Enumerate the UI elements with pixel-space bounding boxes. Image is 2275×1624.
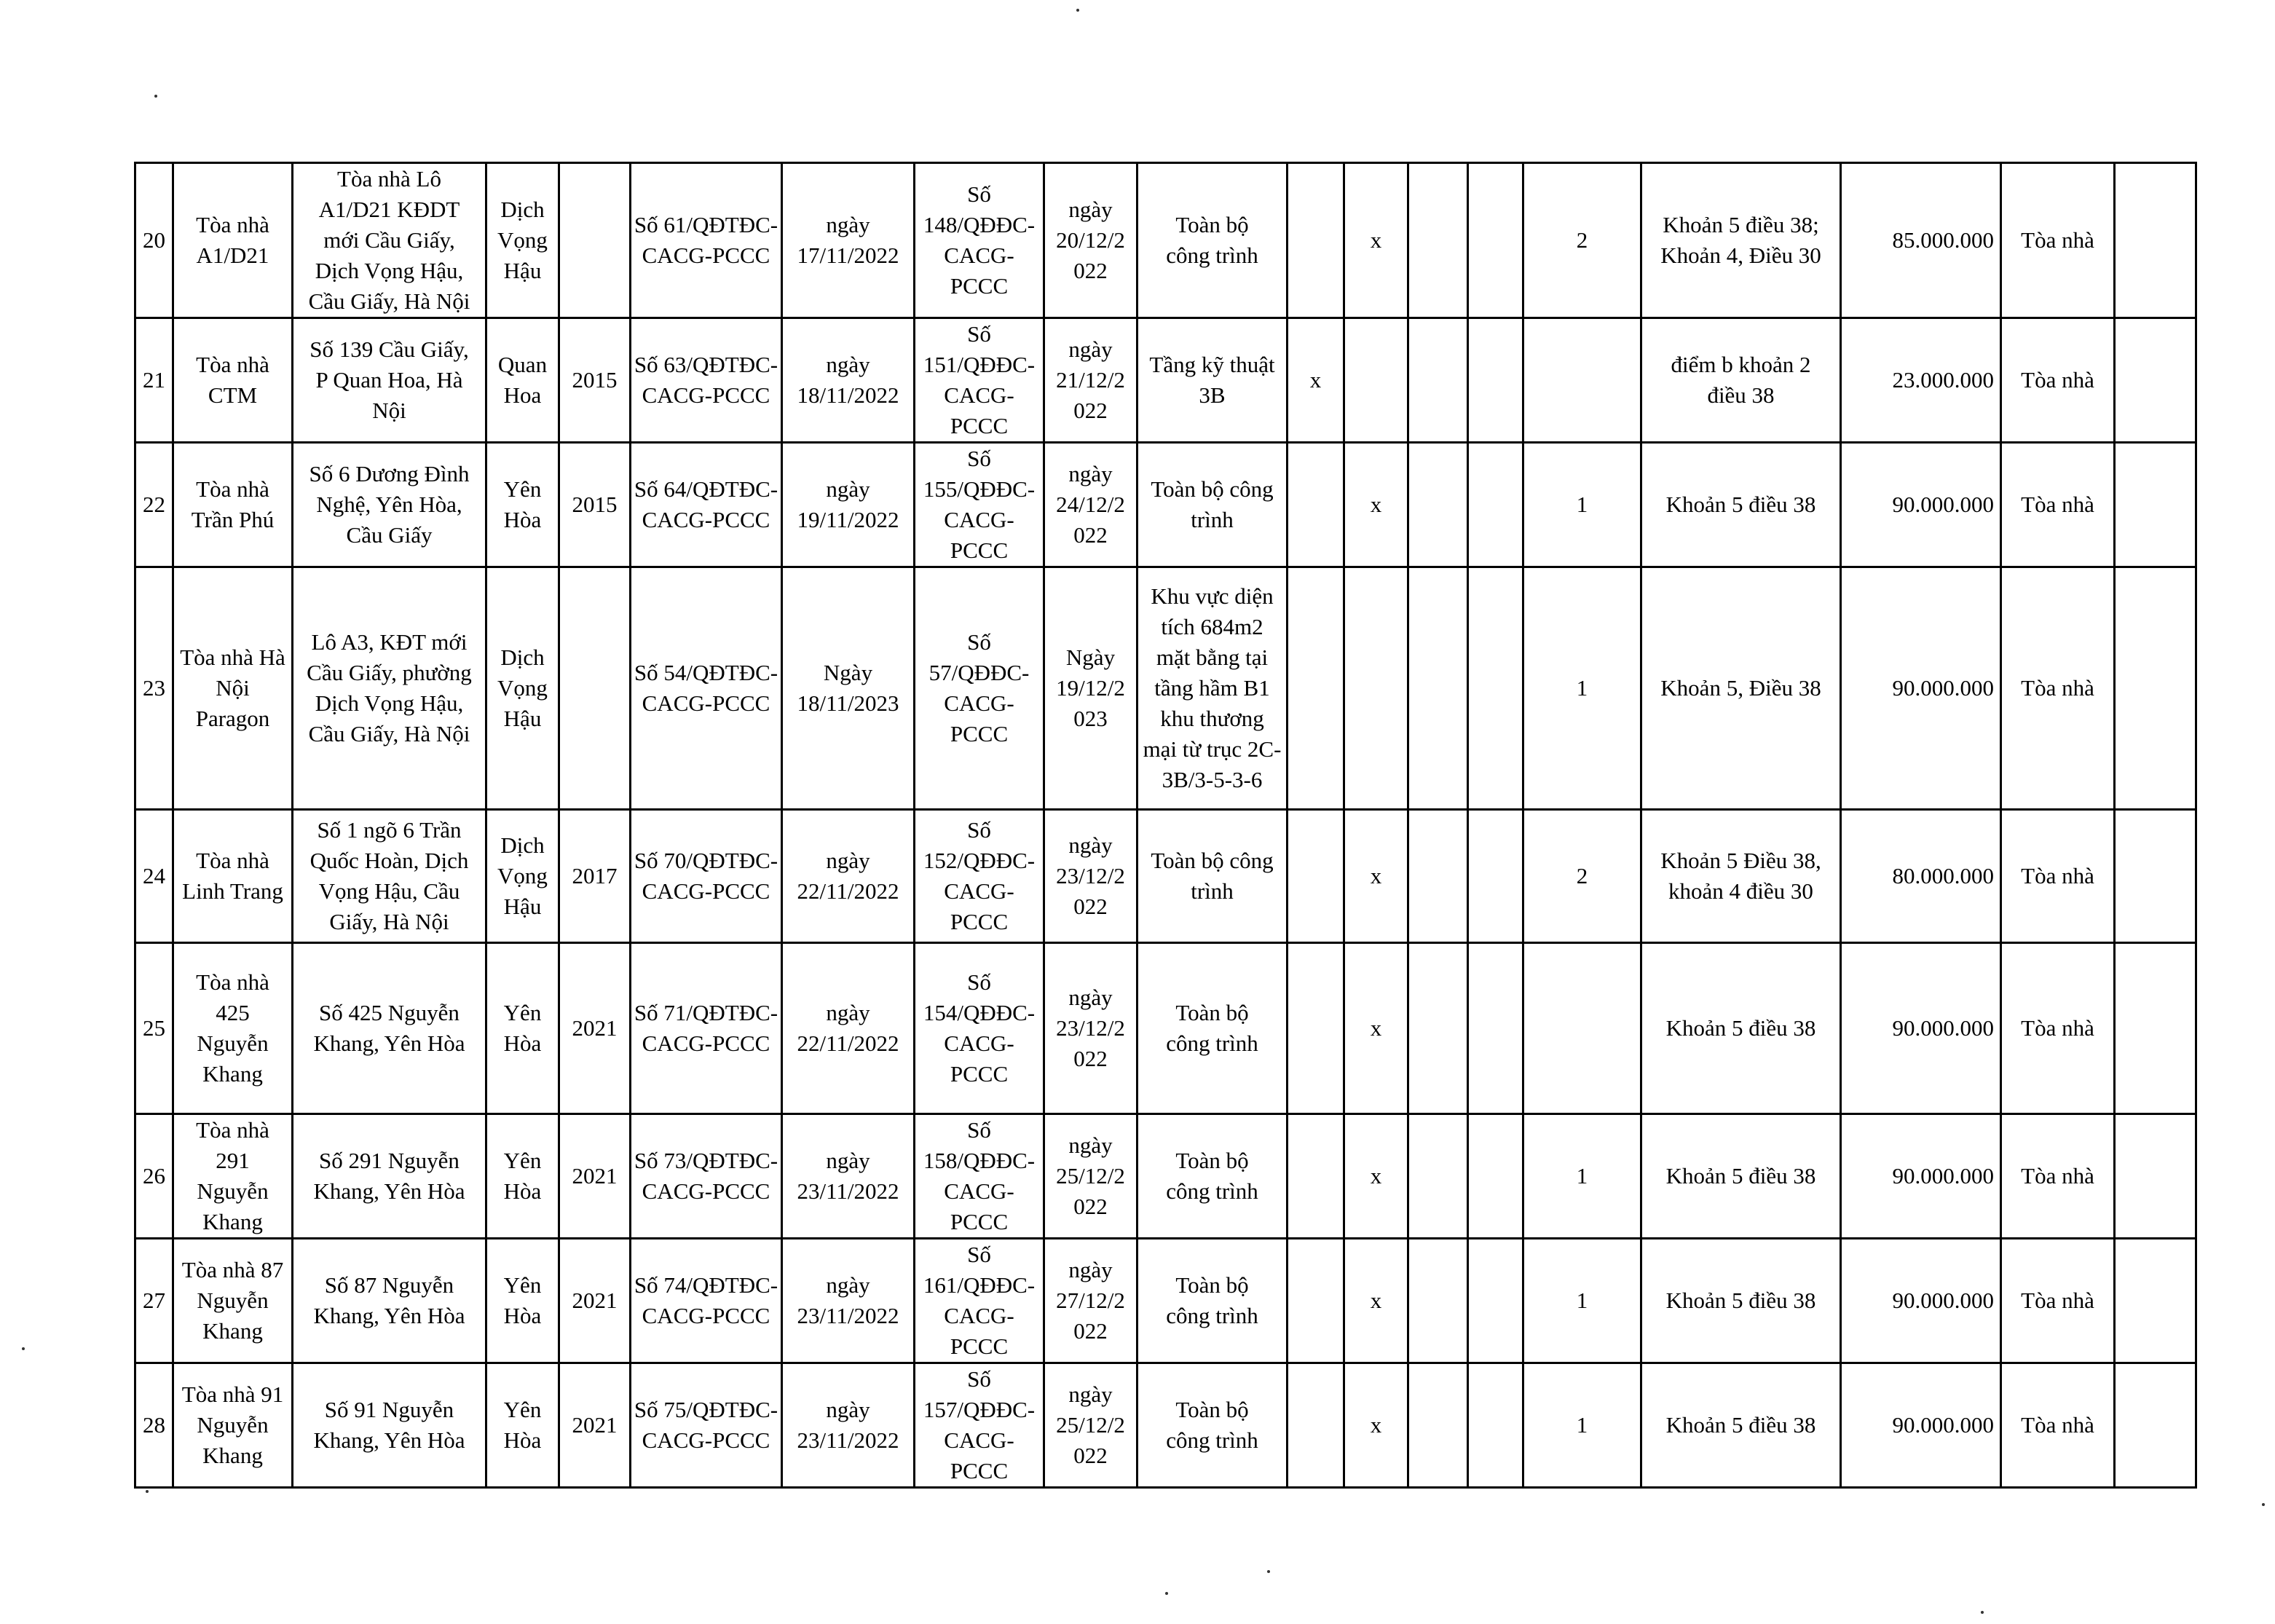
building-name: Tòa nhà 91 Nguyễn Khang — [173, 1363, 293, 1488]
suspension-scope: Khu vực diện tích 684m2 mặt bằng tại tầng hầm B1 khu thương mại từ trục 2C- 3B/3-5-3-6 — [1138, 567, 1288, 810]
mark-col-4 — [1468, 443, 1523, 567]
legal-clause: Khoản 5 điều 38 — [1641, 1239, 1841, 1363]
fine-amount: 85.000.000 — [1841, 163, 2001, 318]
ward: Yên Hòa — [486, 1363, 559, 1488]
building-name: Tòa nhà 425 Nguyễn Khang — [173, 943, 293, 1114]
object-type: Tòa nhà — [2001, 1239, 2115, 1363]
adjustment-date: ngày 23/12/2 022 — [1044, 810, 1138, 943]
fine-amount: 90.000.000 — [1841, 943, 2001, 1114]
row-number: 22 — [135, 443, 173, 567]
ward: Yên Hòa — [486, 943, 559, 1114]
mark-col-2: x — [1344, 1363, 1408, 1488]
year: 2021 — [559, 1239, 631, 1363]
decision-number: Số 54/QĐTĐC- CACG-PCCC — [631, 567, 782, 810]
row-number: 25 — [135, 943, 173, 1114]
ward: Yên Hòa — [486, 1239, 559, 1363]
fine-amount: 90.000.000 — [1841, 1363, 2001, 1488]
address: Số 139 Cầu Giấy, P Quan Hoa, Hà Nội — [293, 318, 486, 443]
decision-number: Số 61/QĐTĐC- CACG-PCCC — [631, 163, 782, 318]
year — [559, 567, 631, 810]
adjustment-number: Số 148/QĐĐC- CACG- PCCC — [915, 163, 1044, 318]
suspension-scope: Toàn bộ công trình — [1138, 1363, 1288, 1488]
table-row — [135, 443, 2196, 567]
mark-col-1 — [1288, 567, 1344, 810]
violations-table — [134, 162, 2197, 1489]
row-number: 24 — [135, 810, 173, 943]
mark-col-4 — [1468, 1114, 1523, 1239]
decision-date: Ngày 18/11/2023 — [782, 567, 915, 810]
adjustment-date: Ngày 19/12/2 023 — [1044, 567, 1138, 810]
decision-date: ngày 22/11/2022 — [782, 943, 915, 1114]
mark-col-2: x — [1344, 163, 1408, 318]
decision-date: ngày 19/11/2022 — [782, 443, 915, 567]
suspension-scope: Toàn bộ công trình — [1138, 1114, 1288, 1239]
fine-amount: 90.000.000 — [1841, 567, 2001, 810]
decision-number: Số 73/QĐTĐC- CACG-PCCC — [631, 1114, 782, 1239]
mark-col-2: x — [1344, 943, 1408, 1114]
violation-count: 1 — [1523, 443, 1641, 567]
legal-clause: Khoản 5 điều 38 — [1641, 443, 1841, 567]
adjustment-number: Số 161/QĐĐC- CACG- PCCC — [915, 1239, 1044, 1363]
note — [2115, 1114, 2196, 1239]
decision-number: Số 75/QĐTĐC- CACG-PCCC — [631, 1363, 782, 1488]
decision-date: ngày 23/11/2022 — [782, 1239, 915, 1363]
address: Số 87 Nguyễn Khang, Yên Hòa — [293, 1239, 486, 1363]
row-number: 26 — [135, 1114, 173, 1239]
address: Số 425 Nguyễn Khang, Yên Hòa — [293, 943, 486, 1114]
decision-date: ngày 17/11/2022 — [782, 163, 915, 318]
table-row — [135, 567, 2196, 810]
object-type: Tòa nhà — [2001, 1114, 2115, 1239]
object-type: Tòa nhà — [2001, 1363, 2115, 1488]
fine-amount: 90.000.000 — [1841, 1114, 2001, 1239]
violation-count: 1 — [1523, 1114, 1641, 1239]
table-row — [135, 810, 2196, 943]
violation-count: 2 — [1523, 810, 1641, 943]
adjustment-number: Số 158/QĐĐC- CACG- PCCC — [915, 1114, 1044, 1239]
suspension-scope: Toàn bộ công trình — [1138, 163, 1288, 318]
object-type: Tòa nhà — [2001, 567, 2115, 810]
scan-speck — [1076, 9, 1079, 12]
decision-number: Số 71/QĐTĐC- CACG-PCCC — [631, 943, 782, 1114]
note — [2115, 163, 2196, 318]
fine-amount: 23.000.000 — [1841, 318, 2001, 443]
mark-col-1 — [1288, 443, 1344, 567]
mark-col-4 — [1468, 943, 1523, 1114]
scan-speck — [1981, 1611, 1984, 1614]
violation-count: 1 — [1523, 1363, 1641, 1488]
fine-amount: 90.000.000 — [1841, 443, 2001, 567]
note — [2115, 1239, 2196, 1363]
scan-speck — [2262, 1503, 2265, 1506]
ward: Yên Hòa — [486, 443, 559, 567]
mark-col-4 — [1468, 1239, 1523, 1363]
object-type: Tòa nhà — [2001, 318, 2115, 443]
mark-col-1 — [1288, 163, 1344, 318]
year: 2021 — [559, 1114, 631, 1239]
note — [2115, 810, 2196, 943]
adjustment-date: ngày 25/12/2 022 — [1044, 1363, 1138, 1488]
mark-col-1 — [1288, 1114, 1344, 1239]
ward: Yên Hòa — [486, 1114, 559, 1239]
row-number: 20 — [135, 163, 173, 318]
suspension-scope: Toàn bộ công trình — [1138, 810, 1288, 943]
object-type: Tòa nhà — [2001, 810, 2115, 943]
mark-col-3 — [1408, 163, 1468, 318]
address: Số 6 Dương Đình Nghệ, Yên Hòa, Cầu Giấy — [293, 443, 486, 567]
building-name: Tòa nhà Hà Nội Paragon — [173, 567, 293, 810]
object-type: Tòa nhà — [2001, 163, 2115, 318]
ward: Quan Hoa — [486, 318, 559, 443]
building-name: Tòa nhà A1/D21 — [173, 163, 293, 318]
note — [2115, 443, 2196, 567]
object-type: Tòa nhà — [2001, 443, 2115, 567]
address: Tòa nhà Lô A1/D21 KĐDT mới Cầu Giấy, Dịch Vọng Hậu, Cầu Giấy, Hà Nội — [293, 163, 486, 318]
year: 2015 — [559, 318, 631, 443]
note — [2115, 567, 2196, 810]
ward: Dịch Vọng Hậu — [486, 163, 559, 318]
address: Số 1 ngõ 6 Trần Quốc Hoàn, Dịch Vọng Hậu, Cầu Giấy, Hà Nội — [293, 810, 486, 943]
adjustment-date: ngày 27/12/2 022 — [1044, 1239, 1138, 1363]
mark-col-1 — [1288, 1363, 1344, 1488]
decision-date: ngày 22/11/2022 — [782, 810, 915, 943]
note — [2115, 318, 2196, 443]
mark-col-4 — [1468, 810, 1523, 943]
adjustment-number: Số 157/QĐĐC- CACG- PCCC — [915, 1363, 1044, 1488]
table-row — [135, 318, 2196, 443]
mark-col-4 — [1468, 163, 1523, 318]
object-type: Tòa nhà — [2001, 943, 2115, 1114]
row-number: 23 — [135, 567, 173, 810]
mark-col-2: x — [1344, 810, 1408, 943]
legal-clause: Khoản 5 điều 38 — [1641, 1114, 1841, 1239]
fine-amount: 90.000.000 — [1841, 1239, 2001, 1363]
violation-count — [1523, 943, 1641, 1114]
violation-count — [1523, 318, 1641, 443]
adjustment-number: Số 155/QĐĐC- CACG- PCCC — [915, 443, 1044, 567]
adjustment-number: Số 152/QĐĐC- CACG- PCCC — [915, 810, 1044, 943]
mark-col-1 — [1288, 1239, 1344, 1363]
year: 2021 — [559, 943, 631, 1114]
scan-speck — [1267, 1570, 1270, 1573]
ward: Dịch Vọng Hậu — [486, 810, 559, 943]
mark-col-2: x — [1344, 1239, 1408, 1363]
scan-speck — [22, 1347, 25, 1350]
mark-col-2 — [1344, 567, 1408, 810]
ward: Dịch Vọng Hậu — [486, 567, 559, 810]
suspension-scope: Toàn bộ công trình — [1138, 443, 1288, 567]
legal-clause: Khoản 5 điều 38 — [1641, 943, 1841, 1114]
decision-date: ngày 23/11/2022 — [782, 1114, 915, 1239]
table-row — [135, 1363, 2196, 1488]
mark-col-3 — [1408, 943, 1468, 1114]
violation-count: 1 — [1523, 1239, 1641, 1363]
mark-col-3 — [1408, 1114, 1468, 1239]
building-name: Tòa nhà 87 Nguyễn Khang — [173, 1239, 293, 1363]
fine-amount: 80.000.000 — [1841, 810, 2001, 943]
legal-clause: Khoản 5, Điều 38 — [1641, 567, 1841, 810]
adjustment-number: Số 57/QĐĐC- CACG- PCCC — [915, 567, 1044, 810]
table-row — [135, 1239, 2196, 1363]
mark-col-4 — [1468, 567, 1523, 810]
legal-clause: Khoản 5 Điều 38, khoản 4 điều 30 — [1641, 810, 1841, 943]
adjustment-date: ngày 24/12/2 022 — [1044, 443, 1138, 567]
adjustment-date: ngày 25/12/2 022 — [1044, 1114, 1138, 1239]
year: 2017 — [559, 810, 631, 943]
decision-date: ngày 23/11/2022 — [782, 1363, 915, 1488]
legal-clause: Khoản 5 điều 38 — [1641, 1363, 1841, 1488]
row-number: 21 — [135, 318, 173, 443]
scan-speck — [154, 95, 157, 98]
decision-number: Số 63/QĐTĐC- CACG-PCCC — [631, 318, 782, 443]
table-row — [135, 943, 2196, 1114]
violation-count: 1 — [1523, 567, 1641, 810]
adjustment-number: Số 151/QĐĐC- CACG- PCCC — [915, 318, 1044, 443]
year: 2021 — [559, 1363, 631, 1488]
decision-number: Số 64/QĐTĐC- CACG-PCCC — [631, 443, 782, 567]
adjustment-date: ngày 20/12/2 022 — [1044, 163, 1138, 318]
adjustment-date: ngày 23/12/2 022 — [1044, 943, 1138, 1114]
row-number: 28 — [135, 1363, 173, 1488]
building-name: Tòa nhà Trần Phú — [173, 443, 293, 567]
year — [559, 163, 631, 318]
adjustment-date: ngày 21/12/2 022 — [1044, 318, 1138, 443]
suspension-scope: Tầng kỹ thuật 3B — [1138, 318, 1288, 443]
building-name: Tòa nhà 291 Nguyễn Khang — [173, 1114, 293, 1239]
mark-col-1 — [1288, 810, 1344, 943]
adjustment-number: Số 154/QĐĐC- CACG- PCCC — [915, 943, 1044, 1114]
decision-date: ngày 18/11/2022 — [782, 318, 915, 443]
decision-number: Số 74/QĐTĐC- CACG-PCCC — [631, 1239, 782, 1363]
table-row — [135, 1114, 2196, 1239]
suspension-scope: Toàn bộ công trình — [1138, 943, 1288, 1114]
mark-col-3 — [1408, 318, 1468, 443]
mark-col-3 — [1408, 1363, 1468, 1488]
scan-speck — [146, 1490, 149, 1493]
address: Số 291 Nguyễn Khang, Yên Hòa — [293, 1114, 486, 1239]
mark-col-3 — [1408, 567, 1468, 810]
building-name: Tòa nhà Linh Trang — [173, 810, 293, 943]
mark-col-2 — [1344, 318, 1408, 443]
year: 2015 — [559, 443, 631, 567]
violation-count: 2 — [1523, 163, 1641, 318]
address: Lô A3, KĐT mới Cầu Giấy, phường Dịch Vọng Hậu, Cầu Giấy, Hà Nội — [293, 567, 486, 810]
legal-clause: điểm b khoản 2 điều 38 — [1641, 318, 1841, 443]
row-number: 27 — [135, 1239, 173, 1363]
mark-col-1: x — [1288, 318, 1344, 443]
decision-number: Số 70/QĐTĐC- CACG-PCCC — [631, 810, 782, 943]
mark-col-2: x — [1344, 443, 1408, 567]
mark-col-3 — [1408, 443, 1468, 567]
mark-col-4 — [1468, 1363, 1523, 1488]
suspension-scope: Toàn bộ công trình — [1138, 1239, 1288, 1363]
building-name: Tòa nhà CTM — [173, 318, 293, 443]
note — [2115, 943, 2196, 1114]
mark-col-3 — [1408, 1239, 1468, 1363]
address: Số 91 Nguyễn Khang, Yên Hòa — [293, 1363, 486, 1488]
note — [2115, 1363, 2196, 1488]
mark-col-4 — [1468, 318, 1523, 443]
table-row — [135, 163, 2196, 318]
mark-col-1 — [1288, 943, 1344, 1114]
mark-col-3 — [1408, 810, 1468, 943]
scan-speck — [1165, 1592, 1168, 1595]
legal-clause: Khoản 5 điều 38; Khoản 4, Điều 30 — [1641, 163, 1841, 318]
mark-col-2: x — [1344, 1114, 1408, 1239]
